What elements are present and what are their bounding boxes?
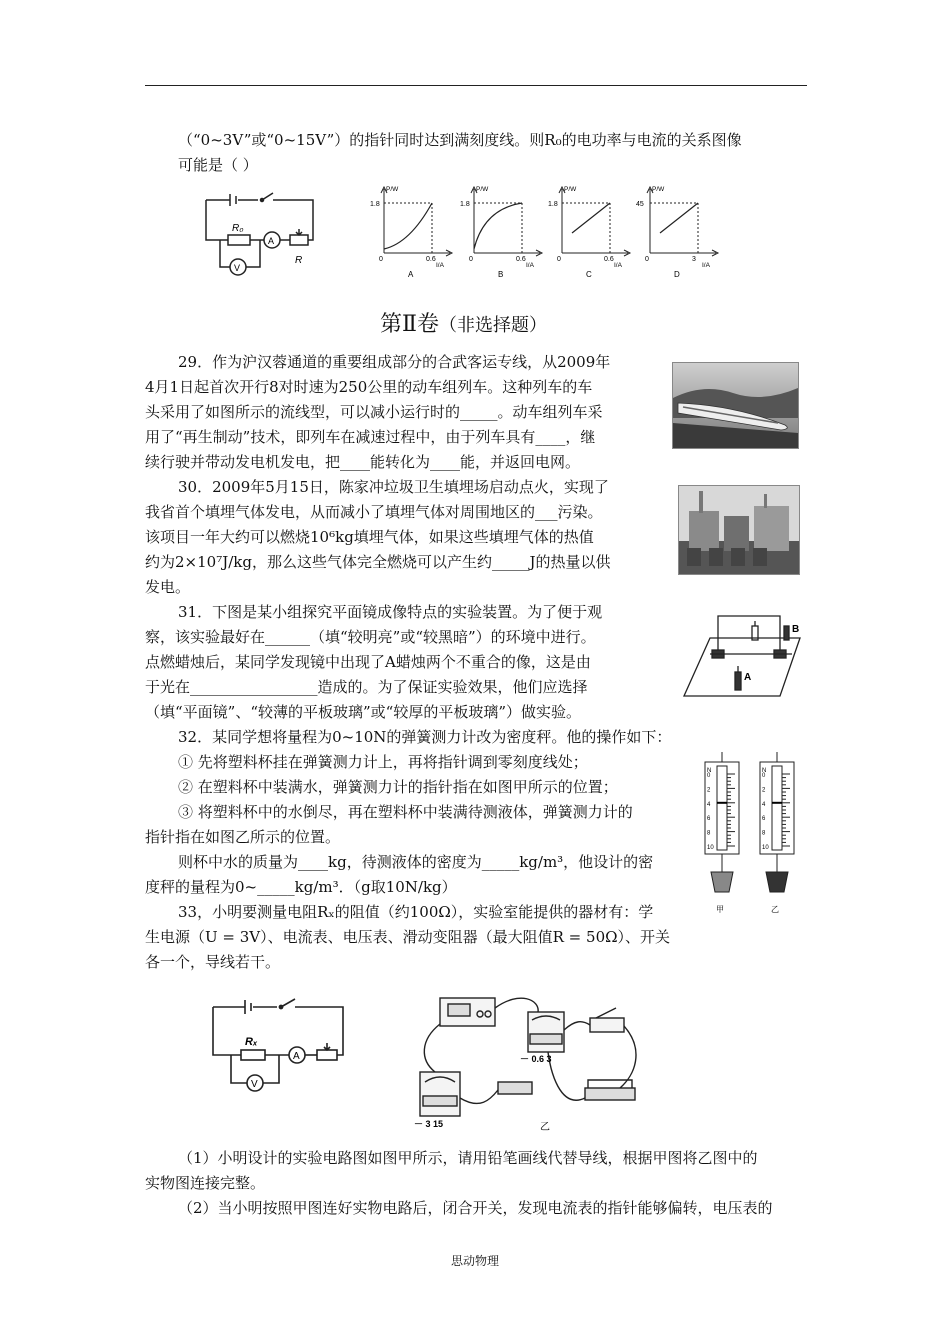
scale-unit-label: N	[762, 768, 767, 774]
section-title-main: 第Ⅱ卷	[380, 312, 439, 337]
q29-line-1: 29．作为沪汉蓉通道的重要组成部分的合武客运专线，从2009年	[178, 353, 611, 371]
scale-tick-label: 2	[762, 787, 766, 794]
q31-line-1: 31．下图是某小组探究平面镜成像特点的实验装置。为了便于观	[178, 603, 603, 621]
scale-unit-label: N	[707, 768, 712, 774]
scale-caption: 乙	[771, 905, 779, 914]
q32-line-1: 32．某同学想将量程为0~10N的弹簧测力计改为密度秤。他的操作如下：	[178, 728, 672, 746]
graph-y-tick: 45	[636, 201, 644, 208]
scale-tick-label: 0	[762, 773, 766, 779]
q28-circuit-diagram	[198, 185, 323, 280]
scale-tick-label: 4	[762, 801, 766, 808]
q32-line-4: ③ 将塑料杯中的水倒尽，再在塑料杯中装满待测液体，弹簧测力计的	[178, 803, 633, 821]
q33-line-2: 生电源（U = 3V）、电流表、电压表、滑动变阻器（最大阻值R = 50Ω）、开关	[145, 928, 671, 946]
rx-label: Rₓ	[245, 1036, 258, 1048]
q29-line-3: 头采用了如图所示的流线型，可以减小运行时的_____。动车组列车采	[145, 403, 603, 421]
graph-x-tick: 0.6	[604, 256, 614, 263]
voltmeter-terminals: － 3 15	[414, 1119, 444, 1129]
scale-tick-label: 8	[762, 830, 766, 837]
graph-y-tick: 1.8	[370, 201, 380, 208]
q30-line-3: 该项目一年大约可以燃烧10⁶kg填埋气体，如果这些填埋气体的热值	[145, 528, 594, 546]
candle-b-label: B	[792, 624, 800, 635]
q32-line-5: 指针指在如图乙所示的位置。	[145, 828, 341, 846]
scale-tick-label: 0	[707, 773, 711, 779]
q33-part1-line-1: （1）小明设计的实验电路图如图甲所示，请用铅笔画线代替导线，根据甲图将乙图中的	[178, 1149, 758, 1167]
q28-line-1: （“0~3V”或“0~15V”）的指针同时达到满刻度线。则R₀的电功率与电流的关系图像	[178, 131, 742, 149]
ammeter-label: A	[268, 236, 275, 246]
plane-mirror-apparatus	[680, 600, 808, 700]
graph-x-label: I/A	[614, 262, 622, 269]
q29-line-4: 用了“再生制动”技术，即列车在减速过程中，由于列车具有____，继	[145, 428, 596, 446]
ammeter-terminals: － 0.6 3	[520, 1054, 552, 1064]
spring-scale-yi	[752, 752, 802, 922]
q28-line-2: 可能是（ ）	[178, 156, 258, 174]
q30-line-5: 发电。	[145, 578, 191, 596]
graph-x-label: I/A	[702, 262, 710, 269]
r0-label: R₀	[232, 223, 244, 234]
q33-circuit-diagram	[205, 995, 355, 1105]
q29-line-2: 4月1日起首次开行8对时速为250公里的动车组列车。这种列车的车	[145, 378, 593, 396]
graph-y-label: P/W	[476, 186, 489, 193]
scale-tick-label: 2	[707, 787, 711, 794]
graph-y-tick: 1.8	[460, 201, 470, 208]
graph-y-tick: 1.8	[548, 201, 558, 208]
page-footer: 思动物理	[450, 1254, 499, 1268]
q33-ammeter-label: A	[293, 1051, 300, 1062]
spring-scale-jia	[697, 752, 747, 922]
q30-line-4: 约为2×10⁷J/kg，那么这些气体完全燃烧可以产生约_____J的热量以供	[145, 553, 611, 571]
q33-part1-line-2: 实物图连接完整。	[145, 1174, 266, 1192]
section-title	[380, 310, 547, 341]
q30-line-1: 30．2009年5月15日，陈家冲垃圾卫生填埋场启动点火，实现了	[178, 478, 609, 496]
graph-option-c	[548, 183, 638, 283]
candle-a-label: A	[744, 672, 752, 683]
scale-tick-label: 4	[707, 801, 711, 808]
graph-x-label: I/A	[526, 262, 534, 269]
section-title-sub: （非选择题）	[438, 315, 547, 336]
scale-caption: 甲	[716, 905, 724, 914]
q32-line-6: 则杯中水的质量为____kg，待测液体的密度为_____kg/m³，他设计的密	[178, 853, 654, 871]
graph-y-label: P/W	[386, 186, 399, 193]
graph-x-tick: 3	[692, 256, 696, 263]
graph-option-label: D	[674, 270, 680, 279]
q29-line-5: 续行驶并带动发电机发电，把____能转化为____能，并返回电网。	[145, 453, 581, 471]
voltmeter-label: V	[234, 263, 241, 273]
q31-line-4: 于光在_________________造成的。为了保证实验效果，他们应选择	[145, 678, 588, 696]
graph-option-b	[460, 183, 550, 283]
scale-tick-label: 8	[707, 830, 711, 837]
header-rule	[145, 85, 807, 86]
q33-part2-line-1: （2）当小明按照甲图连好实物电路后，闭合开关，发现电流表的指针能够偏转，电压表的	[178, 1199, 773, 1217]
rheostat-label: R	[295, 255, 303, 266]
graph-x-tick: 0.6	[516, 256, 526, 263]
landfill-power-plant-photo	[678, 485, 800, 575]
q30-line-2: 我省首个填埋气体发电，从而减小了填埋气体对周围地区的___污染。	[145, 503, 603, 521]
q33-line-3: 各一个，导线若干。	[145, 953, 281, 971]
graph-y-label: P/W	[652, 186, 665, 193]
q32-line-7: 度秤的量程为0~_____kg/m³．（g取10N/kg）	[145, 878, 457, 896]
graph-option-label: A	[408, 270, 414, 279]
graph-option-label: C	[586, 270, 592, 279]
graph-option-d	[636, 183, 726, 283]
q31-line-2: 察，该实验最好在______（填“较明亮”或“较黑暗”）的环境中进行。	[145, 628, 596, 646]
graph-origin: 0	[645, 256, 649, 263]
scale-tick-label: 6	[707, 816, 711, 823]
graph-option-label: B	[498, 270, 504, 279]
q33-physical-circuit	[410, 990, 650, 1135]
bullet-train-photo	[672, 362, 799, 449]
scale-tick-label: 10	[707, 845, 714, 851]
scale-tick-label: 6	[762, 816, 766, 823]
graph-origin: 0	[379, 256, 383, 263]
q31-line-3: 点燃蜡烛后，某同学发现镜中出现了A蜡烛两个不重合的像，这是由	[145, 653, 591, 671]
graph-x-tick: 0.6	[426, 256, 436, 263]
q33-voltmeter-label: V	[251, 1079, 258, 1090]
scale-tick-label: 10	[762, 845, 769, 851]
graph-y-label: P/W	[564, 186, 577, 193]
graph-option-a	[370, 183, 460, 283]
graph-origin: 0	[469, 256, 473, 263]
q33-line-1: 33，小明要测量电阻Rₓ的阻值（约100Ω），实验室能提供的器材有：学	[178, 903, 654, 921]
figure-yi-label: 乙	[540, 1122, 550, 1133]
graph-origin: 0	[557, 256, 561, 263]
q32-line-2: ① 先将塑料杯挂在弹簧测力计上，再将指针调到零刻度线处；	[178, 753, 588, 771]
q31-line-5: （填“平面镜”、“较薄的平板玻璃”或“较厚的平板玻璃”）做实验。	[145, 703, 582, 721]
q32-line-3: ② 在塑料杯中装满水，弹簧测力计的指针指在如图甲所示的位置；	[178, 778, 618, 796]
graph-x-label: I/A	[436, 262, 444, 269]
